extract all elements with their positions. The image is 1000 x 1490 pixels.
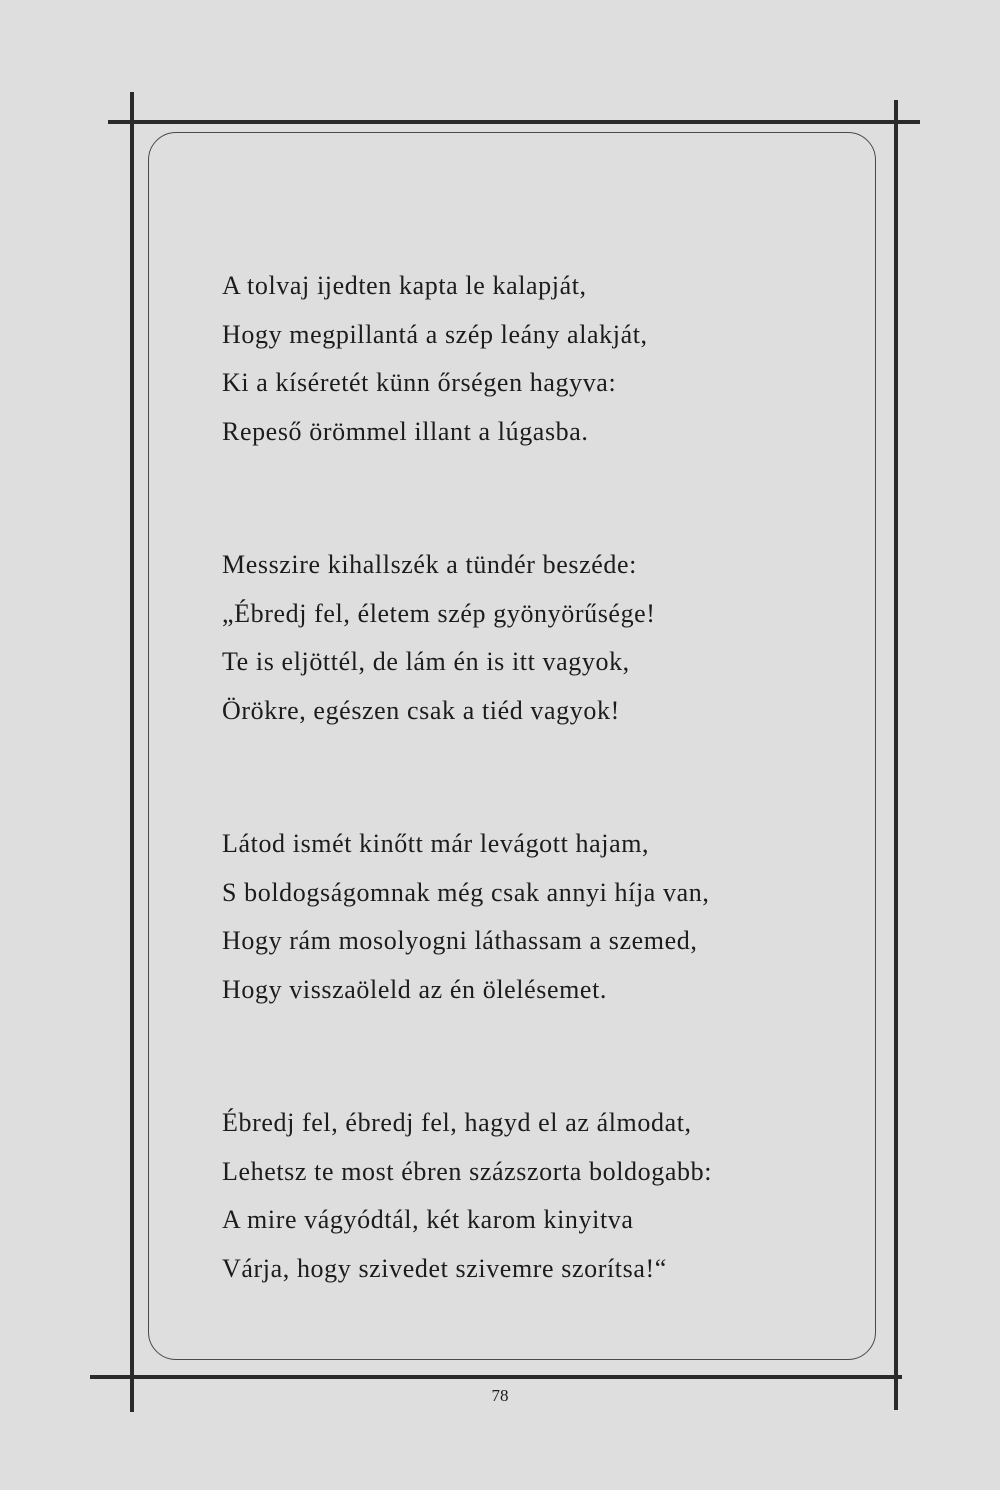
poem-line: Várja, hogy szivedet szivemre szorítsa!“ bbox=[222, 1253, 667, 1283]
poem-line: Látod ismét kinőtt már levágott hajam, bbox=[222, 829, 650, 858]
poem-line: Ki a kíséretét künn őrségen hagyva: bbox=[222, 368, 617, 397]
poem-line: A mire vágyódtál, két karom kinyitva bbox=[222, 1205, 634, 1234]
poem-line: Te is eljöttél, de lám én is itt vagyok, bbox=[222, 647, 630, 676]
stanza-1 bbox=[222, 262, 802, 456]
poem-line: A tolvaj ijedten kapta le kalapját, bbox=[222, 271, 587, 300]
poem-line: Hogy megpillantá a szép leány alakját, bbox=[222, 319, 648, 349]
poem-line: Messzire kihallszék a tündér beszéde: bbox=[222, 550, 637, 579]
frame-rule-left bbox=[130, 92, 134, 1412]
poem-line: „Ébredj fel, életem szép gyönyörűsége! bbox=[222, 598, 656, 628]
stanza-2 bbox=[222, 541, 802, 735]
poem-line: S boldogságomnak még csak annyi híja van, bbox=[222, 877, 710, 907]
page-number: 78 bbox=[491, 1386, 509, 1405]
stanza-4 bbox=[222, 1099, 802, 1293]
stanza-3 bbox=[222, 820, 802, 1014]
poem-line: Hogy rám mosolyogni láthassam a szemed, bbox=[222, 926, 698, 955]
poem-line: Repeső örömmel illant a lúgasba. bbox=[222, 416, 589, 446]
frame-rule-right bbox=[894, 100, 898, 1410]
poem-line: Ébredj fel, ébredj fel, hagyd el az álmodat, bbox=[222, 1108, 692, 1137]
frame-rule-top bbox=[108, 120, 920, 124]
poem bbox=[222, 262, 802, 1378]
poem-line: Örökre, egészen csak a tiéd vagyok! bbox=[222, 695, 620, 725]
poem-line: Lehetsz te most ébren százszorta boldogabb: bbox=[222, 1156, 713, 1186]
poem-line: Hogy visszaöleld az én ölelésemet. bbox=[222, 974, 607, 1004]
